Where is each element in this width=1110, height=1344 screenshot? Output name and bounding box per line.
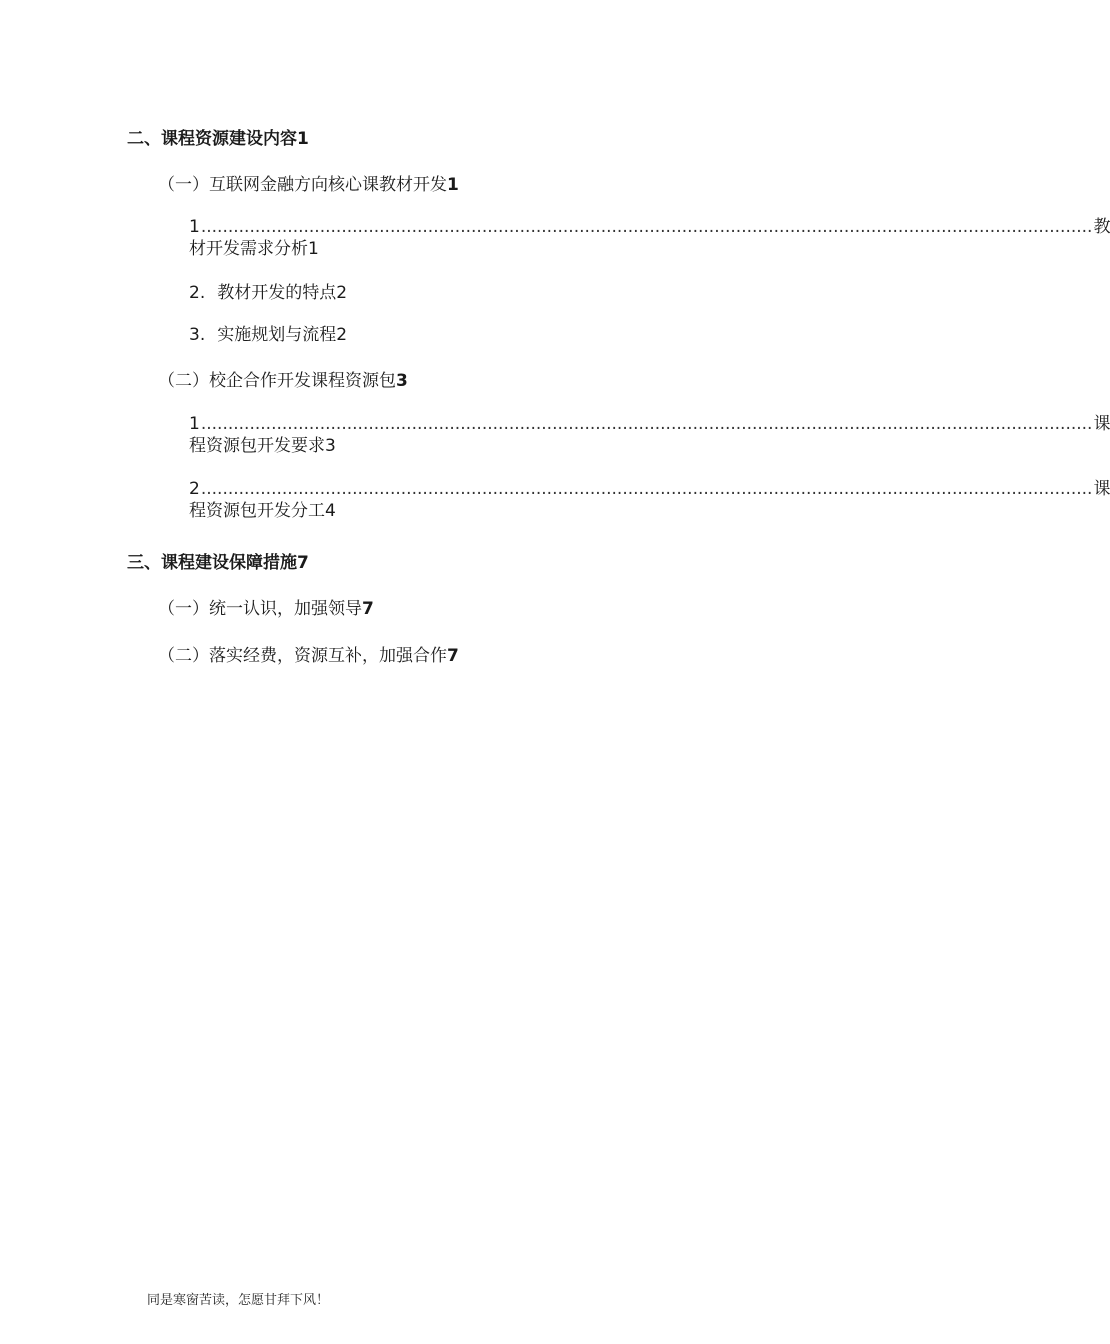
- toc-title: 实施规划与流程: [217, 325, 337, 345]
- dot-leader: .....................................................................................................................................................................: [200, 414, 1093, 434]
- toc-page-number: 4: [325, 501, 336, 521]
- toc-page-number: 3: [396, 371, 408, 391]
- toc-page-number: 1: [297, 129, 309, 149]
- toc-title-first-char: 课: [1093, 479, 1110, 499]
- toc-entry-section-3[interactable]: [127, 552, 309, 574]
- toc-item-number: 1: [189, 217, 200, 237]
- toc-page-number: 2: [336, 325, 348, 345]
- dot-leader: .....................................................................................................................................................................: [200, 479, 1093, 499]
- toc-page-number: 7: [297, 553, 309, 573]
- toc-item-number: 3.: [189, 325, 206, 345]
- toc-page-number: 7: [362, 599, 374, 619]
- toc-title-first-char: 教: [1093, 217, 1110, 237]
- toc-entry-item-package-requirements[interactable]: [189, 413, 1110, 457]
- toc-entry-section-2[interactable]: [127, 128, 309, 150]
- toc-item-number: 2.: [189, 283, 206, 303]
- toc-entry-section-2-2[interactable]: [158, 370, 408, 392]
- toc-title: 三、课程建设保障措施: [127, 553, 297, 573]
- toc-page-number: 3: [325, 436, 336, 456]
- toc-title: （一）互联网金融方向核心课教材开发: [158, 175, 447, 195]
- toc-entry-item-planning[interactable]: [189, 324, 347, 346]
- toc-page-number: 1: [308, 239, 319, 259]
- page-footer: 同是寒窗苦读，怎愿甘拜下风！: [147, 1293, 330, 1308]
- toc-item-number: 1: [189, 414, 200, 434]
- toc-title-rest: 材开发需求分析: [189, 239, 308, 259]
- toc-item-number: 2: [189, 479, 200, 499]
- toc-title-first-char: 课: [1093, 414, 1110, 434]
- toc-title: （一）统一认识，加强领导: [158, 599, 362, 619]
- toc-page-number: 1: [447, 175, 459, 195]
- toc-entry-section-2-1[interactable]: [158, 174, 459, 196]
- toc-title-rest: 程资源包开发要求: [189, 436, 325, 456]
- toc-title: 教材开发的特点: [217, 283, 337, 303]
- toc-page-number: 2: [336, 283, 348, 303]
- dot-leader: .....................................................................................................................................................................: [200, 217, 1093, 237]
- toc-title: （二）落实经费，资源互补，加强合作: [158, 646, 447, 666]
- toc-title: （二）校企合作开发课程资源包: [158, 371, 396, 391]
- toc-title-rest: 程资源包开发分工: [189, 501, 325, 521]
- toc-entry-item-package-division[interactable]: [189, 478, 1110, 522]
- toc-entry-section-3-2[interactable]: [158, 645, 459, 667]
- toc-entry-item-needs-analysis[interactable]: [189, 216, 1110, 260]
- toc-entry-section-3-1[interactable]: [158, 598, 374, 620]
- toc-page-number: 7: [447, 646, 459, 666]
- toc-entry-item-features[interactable]: [189, 282, 347, 304]
- toc-title: 二、课程资源建设内容: [127, 129, 297, 149]
